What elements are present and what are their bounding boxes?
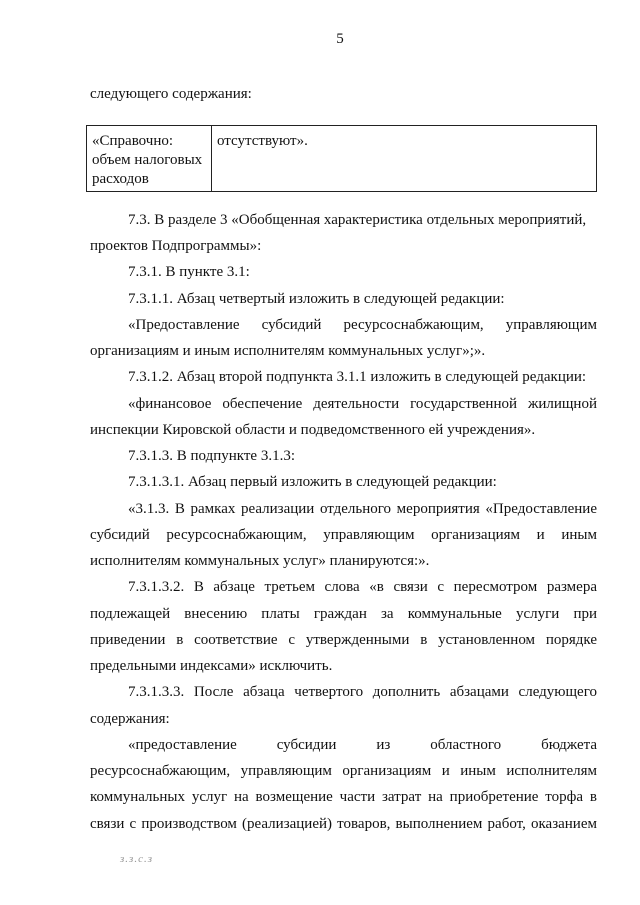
quote-line: исполнителям коммунальных услуг» планируются:». [90,553,430,569]
paragraph-7-3-1-3-2-line: подлежащей внесению платы граждан за коммунальные услуги при [90,606,597,622]
paragraph-7-3-line: 7.3. В разделе 3 «Обобщенная характеристика отдельных мероприятий, [128,212,587,228]
table-row [87,126,597,192]
quote-line: ресурсоснабжающим, управляющим организациям и иным исполнителям [90,763,597,779]
quote-line: «Предоставление субсидий ресурсоснабжающим, управляющим [128,317,597,333]
paragraph-7-3-1-3-3-line: содержания: [90,711,170,727]
paragraph-7-3-1: 7.3.1. В пункте 3.1: [128,264,250,280]
paragraph-7-3-1-3-2-line: предельными индексами» исключить. [90,658,333,674]
table-label-cell [87,126,212,192]
paragraph-7-3-1-2: 7.3.1.2. Абзац второй подпункта 3.1.1 изложить в следующей редакции: [128,369,587,385]
table-value: отсутствуют». [217,133,308,149]
quote-line: коммунальных услуг на возмещение части затрат на приобретение торфа в [90,789,597,805]
paragraph-7-3-line: проектов Подпрограммы»: [90,238,262,254]
table-value-cell [212,126,597,192]
quote-line: связи с производством (реализацией) товаров, выполнением работ, оказанием [90,816,597,832]
paragraph-7-3-1-3-2-line: 7.3.1.3.2. В абзаце третьем слова «в связи с пересмотром размера [128,579,597,595]
intro-text: следующего содержания: [90,86,252,102]
reference-table [86,125,597,192]
paragraph-7-3-1-1: 7.3.1.1. Абзац четвертый изложить в следующей редакции: [128,291,505,307]
footer-mark: з.з.с.з [120,853,154,865]
quote-line: субсидий ресурсоснабжающим, управляющим организациям и иным [90,527,597,543]
table-label-line: расходов [92,171,149,187]
quote-line: «финансовое обеспечение деятельности государственной жилищной [128,396,597,412]
paragraph-7-3-1-3: 7.3.1.3. В подпункте 3.1.3: [128,448,296,464]
table-label-line: объем налоговых [92,152,203,168]
page-number: 5 [336,31,344,47]
quote-line: «предоставление субсидии из областного бюджета [128,737,597,753]
paragraph-7-3-1-3-1: 7.3.1.3.1. Абзац первый изложить в следующей редакции: [128,474,497,490]
quote-line: организациям и иным исполнителям коммунальных услуг»;». [90,343,486,359]
quote-line: «3.1.3. В рамках реализации отдельного мероприятия «Предоставление [128,501,597,517]
table-label-line: «Справочно: [92,133,174,149]
paragraph-7-3-1-3-3-line: 7.3.1.3.3. После абзаца четвертого дополнить абзацами следующего [128,684,597,700]
quote-line: инспекции Кировской области и подведомственного ей учреждения». [90,422,536,438]
paragraph-7-3-1-3-2-line: приведении в соответствие с утвержденными в установленном порядке [90,632,597,648]
